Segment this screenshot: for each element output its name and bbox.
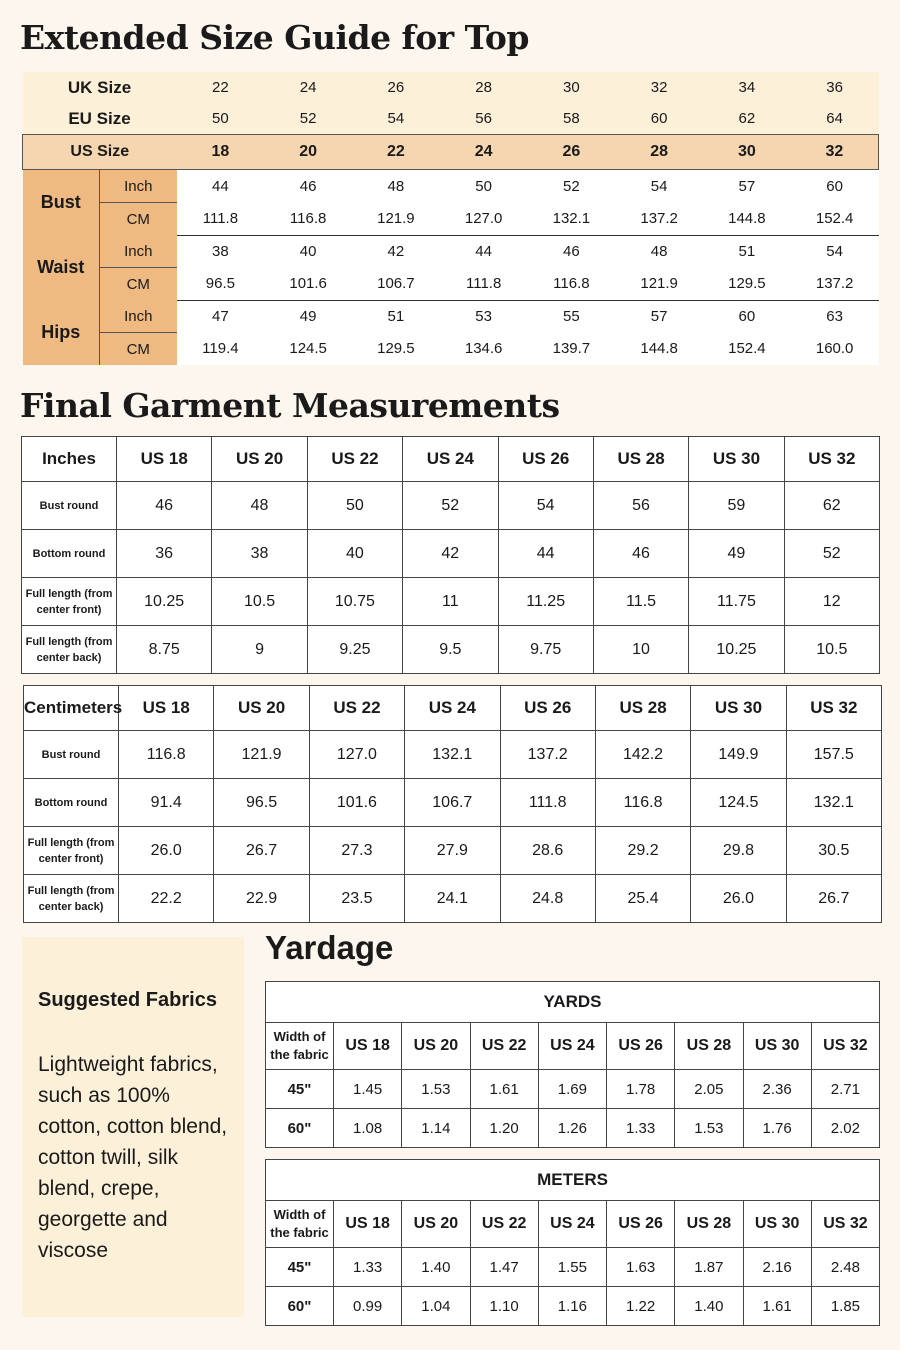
bust-inch-cell: 57 [703,170,791,203]
table-cell: 142.2 [595,731,690,779]
table-cell: 2.02 [811,1109,879,1148]
table-cell: 149.9 [691,731,786,779]
table-cell: 52 [403,482,498,530]
table-cell: 1.63 [607,1248,675,1287]
waist-cm-cell: 129.5 [703,268,791,301]
meters-caption: METERS [266,1160,880,1201]
hips-inch-cell: 60 [703,300,791,333]
eu-size-cell: 64 [791,103,879,135]
table-row [22,530,880,578]
bust-cm-cell: 121.9 [352,203,440,236]
table-cell: 10.75 [307,578,402,626]
table-cell: 0.99 [334,1287,402,1326]
hips-cm-cell: 119.4 [177,333,265,366]
table-cell: 1.87 [675,1248,743,1287]
table-cell: 1.26 [538,1109,606,1148]
table-cell: 106.7 [405,779,500,827]
bust-cm-cell: 116.8 [264,203,352,236]
size-column-header: US 22 [470,1201,538,1248]
table-cell: 38 [212,530,307,578]
table-cell: 40 [307,530,402,578]
eu-size-cell: 50 [177,103,265,135]
garment-title: Final Garment Measurements [20,386,560,425]
garment-cm-table [23,685,882,923]
table-cell: 56 [593,482,688,530]
table-row [24,779,882,827]
size-column-header: US 32 [811,1023,879,1070]
table-cell: 1.61 [470,1070,538,1109]
table-cell: 26.0 [119,827,214,875]
suggested-fabrics-panel [22,937,244,1317]
row-label: Bottom round [22,530,117,578]
table-cell: 2.05 [675,1070,743,1109]
waist-inch-cell: 46 [528,235,616,268]
table-row [22,578,880,626]
uk-size-cell: 22 [177,72,265,103]
table-cell: 1.33 [334,1248,402,1287]
table-cell: 96.5 [214,779,309,827]
table-cell: 11.25 [498,578,593,626]
bust-cm-row [23,203,879,236]
size-column-header: US 28 [675,1201,743,1248]
hips-cm-cell: 139.7 [528,333,616,366]
unit-header: Inches [22,437,117,482]
waist-cm-cell: 111.8 [440,268,528,301]
table-cell: 1.45 [334,1070,402,1109]
cm-label: CM [100,268,177,301]
eu-size-cell: 60 [615,103,703,135]
eu-size-cell: 52 [264,103,352,135]
uk-size-label: UK Size [23,72,177,103]
size-column-header: US 26 [607,1023,675,1070]
table-cell: 1.53 [402,1070,470,1109]
table-cell: 121.9 [214,731,309,779]
bust-cm-cell: 127.0 [440,203,528,236]
hips-inch-cell: 51 [352,300,440,333]
table-cell: 36 [117,530,212,578]
bust-cm-cell: 152.4 [791,203,879,236]
bust-inch-row [23,170,879,203]
suggested-fabrics-title: Suggested Fabrics [38,989,217,1011]
table-cell: 1.40 [675,1287,743,1326]
us-size-cell: 20 [264,135,352,170]
size-column-header: US 20 [402,1201,470,1248]
waist-inch-cell: 48 [615,235,703,268]
suggested-fabrics-text: Lightweight fabrics, such as 100% cotton, cotton blend, cotton twill, silk blend, crepe, georgette and viscose [38,1053,228,1262]
width-header: Width of the fabric [266,1023,334,1070]
size-guide-table [22,72,878,365]
table-cell: 1.53 [675,1109,743,1148]
size-column-header: US 24 [538,1023,606,1070]
table-cell: 9.25 [307,626,402,674]
table-cell: 10.5 [212,578,307,626]
us-size-row [23,135,879,170]
size-column-header: US 28 [675,1023,743,1070]
table-cell: 1.76 [743,1109,811,1148]
table-cell: 28.6 [500,827,595,875]
table-cell: 27.9 [405,827,500,875]
table-cell: 26.0 [691,875,786,923]
size-column-header: US 32 [811,1201,879,1248]
row-label: Bust round [24,731,119,779]
caption-row [266,1160,880,1201]
garment-inches-table [21,436,880,674]
waist-cm-cell: 106.7 [352,268,440,301]
uk-size-cell: 36 [791,72,879,103]
yardage-meters-table [265,1159,880,1326]
waist-cm-cell: 121.9 [615,268,703,301]
table-cell: 10.5 [784,626,879,674]
size-column-header: US 20 [402,1023,470,1070]
bust-cm-cell: 132.1 [528,203,616,236]
table-cell: 1.40 [402,1248,470,1287]
table-cell: 27.3 [309,827,404,875]
table-cell: 1.85 [811,1287,879,1326]
table-cell: 1.20 [470,1109,538,1148]
table-cell: 2.16 [743,1248,811,1287]
size-column-header: US 26 [498,437,593,482]
us-size-cell: 24 [440,135,528,170]
table-row [266,1248,880,1287]
uk-size-cell: 24 [264,72,352,103]
table-row [24,731,882,779]
fabric-width: 60" [266,1287,334,1326]
fabric-width: 60" [266,1109,334,1148]
table-cell: 10.25 [689,626,784,674]
waist-cm-cell: 116.8 [528,268,616,301]
waist-inch-cell: 38 [177,235,265,268]
table-cell: 52 [784,530,879,578]
row-label: Full length (from center back) [22,626,117,674]
waist-inch-cell: 42 [352,235,440,268]
unit-header: Centimeters [24,686,119,731]
table-cell: 111.8 [500,779,595,827]
fabric-width: 45" [266,1248,334,1287]
header-row [266,1023,880,1070]
table-cell: 1.55 [538,1248,606,1287]
size-column-header: US 22 [470,1023,538,1070]
table-cell: 9 [212,626,307,674]
eu-size-label: EU Size [23,103,177,135]
hips-inch-cell: 63 [791,300,879,333]
table-cell: 1.14 [402,1109,470,1148]
eu-size-cell: 58 [528,103,616,135]
table-cell: 49 [689,530,784,578]
size-column-header: US 30 [743,1201,811,1248]
inch-label: Inch [100,235,177,268]
waist-cm-row [23,268,879,301]
size-column-header: US 24 [405,686,500,731]
table-cell: 8.75 [117,626,212,674]
table-cell: 25.4 [595,875,690,923]
waist-label: Waist [23,235,100,300]
waist-inch-row [23,235,879,268]
header-row [22,437,880,482]
table-row [266,1070,880,1109]
table-row [24,827,882,875]
table-cell: 29.2 [595,827,690,875]
caption-row [266,982,880,1023]
table-cell: 2.71 [811,1070,879,1109]
table-row [24,875,882,923]
table-cell: 26.7 [786,875,881,923]
table-cell: 11 [403,578,498,626]
us-size-cell: 22 [352,135,440,170]
eu-size-cell: 56 [440,103,528,135]
table-cell: 23.5 [309,875,404,923]
hips-cm-cell: 144.8 [615,333,703,366]
us-size-cell: 28 [615,135,703,170]
inch-label: Inch [100,170,177,203]
size-column-header: US 30 [691,686,786,731]
cm-label: CM [100,333,177,366]
table-cell: 11.5 [593,578,688,626]
table-cell: 127.0 [309,731,404,779]
table-cell: 116.8 [119,731,214,779]
cm-label: CM [100,203,177,236]
size-column-header: US 22 [309,686,404,731]
yards-caption: YARDS [266,982,880,1023]
eu-size-cell: 54 [352,103,440,135]
eu-size-cell: 62 [703,103,791,135]
hips-inch-cell: 47 [177,300,265,333]
table-cell: 116.8 [595,779,690,827]
size-column-header: US 26 [500,686,595,731]
table-cell: 59 [689,482,784,530]
table-cell: 101.6 [309,779,404,827]
width-header: Width of the fabric [266,1201,334,1248]
size-column-header: US 30 [689,437,784,482]
table-cell: 46 [117,482,212,530]
table-cell: 132.1 [405,731,500,779]
hips-inch-cell: 53 [440,300,528,333]
table-cell: 1.47 [470,1248,538,1287]
us-size-cell: 18 [177,135,265,170]
table-cell: 91.4 [119,779,214,827]
bust-inch-cell: 52 [528,170,616,203]
eu-size-row [23,103,879,135]
us-size-cell: 32 [791,135,879,170]
bust-inch-cell: 44 [177,170,265,203]
size-column-header: US 32 [786,686,881,731]
size-column-header: US 24 [403,437,498,482]
bust-inch-cell: 54 [615,170,703,203]
table-cell: 2.36 [743,1070,811,1109]
bust-inch-cell: 50 [440,170,528,203]
bust-inch-cell: 48 [352,170,440,203]
table-row [266,1287,880,1326]
waist-inch-cell: 54 [791,235,879,268]
table-cell: 1.61 [743,1287,811,1326]
table-cell: 132.1 [786,779,881,827]
bust-cm-cell: 137.2 [615,203,703,236]
bust-cm-cell: 111.8 [177,203,265,236]
table-cell: 9.75 [498,626,593,674]
hips-inch-cell: 49 [264,300,352,333]
hips-cm-cell: 134.6 [440,333,528,366]
yardage-title: Yardage [265,929,394,966]
uk-size-cell: 32 [615,72,703,103]
size-column-header: US 24 [538,1201,606,1248]
size-column-header: US 28 [595,686,690,731]
table-cell: 54 [498,482,593,530]
hips-inch-cell: 55 [528,300,616,333]
waist-inch-cell: 40 [264,235,352,268]
row-label: Bottom round [24,779,119,827]
size-column-header: US 20 [212,437,307,482]
uk-size-row [23,72,879,103]
table-cell: 1.69 [538,1070,606,1109]
uk-size-cell: 28 [440,72,528,103]
table-cell: 48 [212,482,307,530]
table-cell: 2.48 [811,1248,879,1287]
table-cell: 26.7 [214,827,309,875]
fabric-width: 45" [266,1070,334,1109]
size-column-header: US 28 [593,437,688,482]
table-cell: 10.25 [117,578,212,626]
table-cell: 9.5 [403,626,498,674]
table-cell: 62 [784,482,879,530]
uk-size-cell: 30 [528,72,616,103]
size-column-header: US 18 [119,686,214,731]
size-column-header: US 26 [607,1201,675,1248]
waist-cm-cell: 101.6 [264,268,352,301]
table-cell: 42 [403,530,498,578]
waist-inch-cell: 44 [440,235,528,268]
hips-cm-cell: 124.5 [264,333,352,366]
uk-size-cell: 26 [352,72,440,103]
table-cell: 1.16 [538,1287,606,1326]
table-cell: 124.5 [691,779,786,827]
bust-cm-cell: 144.8 [703,203,791,236]
size-column-header: US 18 [334,1023,402,1070]
size-column-header: US 20 [214,686,309,731]
waist-inch-cell: 51 [703,235,791,268]
table-cell: 24.8 [500,875,595,923]
yardage-yards-table [265,981,880,1148]
table-cell: 1.04 [402,1287,470,1326]
hips-inch-cell: 57 [615,300,703,333]
table-cell: 22.2 [119,875,214,923]
hips-cm-cell: 129.5 [352,333,440,366]
table-cell: 1.33 [607,1109,675,1148]
table-cell: 50 [307,482,402,530]
table-cell: 157.5 [786,731,881,779]
table-cell: 24.1 [405,875,500,923]
hips-cm-cell: 152.4 [703,333,791,366]
bust-inch-cell: 60 [791,170,879,203]
table-row [22,482,880,530]
size-column-header: US 22 [307,437,402,482]
table-row [22,626,880,674]
size-guide-title: Extended Size Guide for Top [20,18,529,57]
waist-cm-cell: 96.5 [177,268,265,301]
table-cell: 137.2 [500,731,595,779]
table-cell: 1.78 [607,1070,675,1109]
table-cell: 12 [784,578,879,626]
hips-inch-row [23,300,879,333]
bust-label: Bust [23,170,100,236]
hips-cm-cell: 160.0 [791,333,879,366]
table-cell: 1.10 [470,1287,538,1326]
table-cell: 22.9 [214,875,309,923]
us-size-cell: 30 [703,135,791,170]
us-size-cell: 26 [528,135,616,170]
row-label: Full length (from center front) [22,578,117,626]
table-cell: 1.22 [607,1287,675,1326]
header-row [24,686,882,731]
inch-label: Inch [100,300,177,333]
table-cell: 29.8 [691,827,786,875]
table-cell: 10 [593,626,688,674]
hips-label: Hips [23,300,100,365]
size-column-header: US 18 [117,437,212,482]
table-cell: 44 [498,530,593,578]
table-cell: 1.08 [334,1109,402,1148]
table-cell: 30.5 [786,827,881,875]
row-label: Full length (from center back) [24,875,119,923]
table-row [266,1109,880,1148]
size-column-header: US 18 [334,1201,402,1248]
table-cell: 46 [593,530,688,578]
waist-cm-cell: 137.2 [791,268,879,301]
uk-size-cell: 34 [703,72,791,103]
row-label: Bust round [22,482,117,530]
hips-cm-row [23,333,879,366]
table-cell: 11.75 [689,578,784,626]
header-row [266,1201,880,1248]
us-size-label: US Size [23,135,177,170]
size-column-header: US 30 [743,1023,811,1070]
bust-inch-cell: 46 [264,170,352,203]
size-column-header: US 32 [784,437,879,482]
row-label: Full length (from center front) [24,827,119,875]
